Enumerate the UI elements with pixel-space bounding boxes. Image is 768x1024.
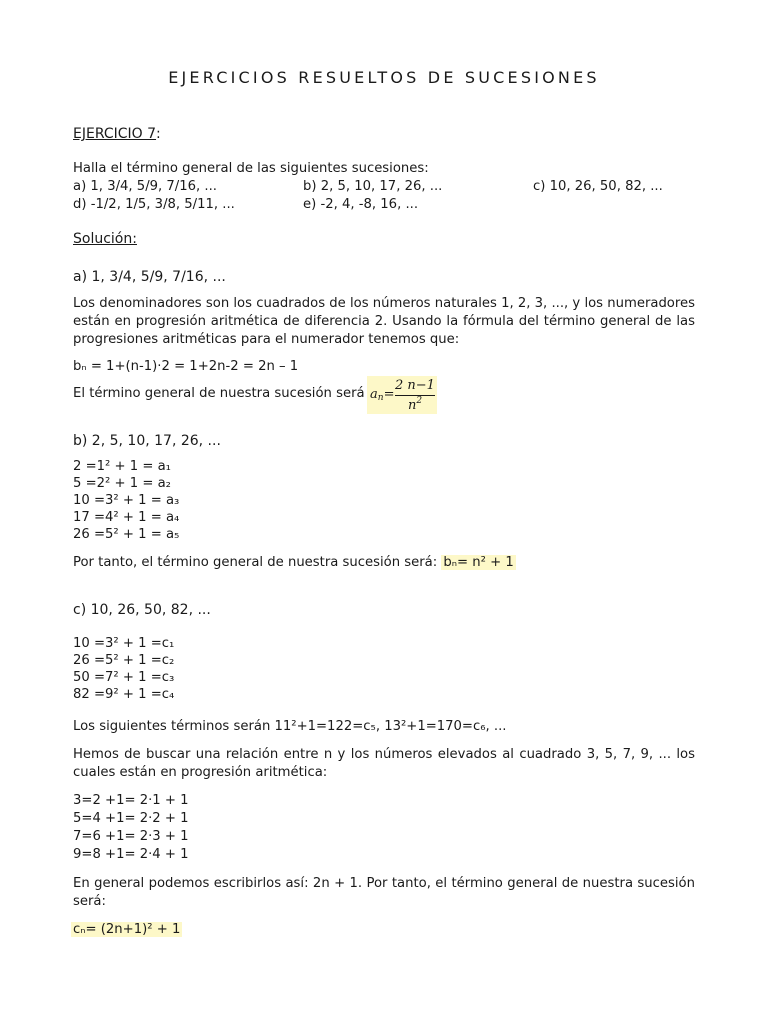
part-c-line: 82 =9² + 1 =c₄	[73, 687, 175, 702]
part-b-line: 2 =1² + 1 = a₁	[73, 459, 171, 474]
formula-equals: =	[383, 387, 395, 402]
part-a-para-line-2: están en progresión aritmética de diferencia 2. Usando la fórmula del término general de las	[73, 314, 695, 329]
formula-lhs-symbol: a	[370, 387, 378, 402]
formula-denominator	[394, 396, 436, 413]
part-a-answer-formula	[367, 376, 437, 414]
part-c-next-terms: Los siguientes términos serán 11²+1=122=c₅, 13²+1=170=c₆, ...	[73, 719, 507, 734]
part-b-line: 5 =2² + 1 = a₂	[73, 476, 171, 491]
part-b-heading: b) 2, 5, 10, 17, 26, ...	[73, 433, 221, 449]
page-title: EJERCICIOS RESUELTOS DE SUCESIONES	[168, 68, 600, 87]
part-c-line: 50 =7² + 1 =c₃	[73, 670, 175, 685]
solution-label: Solución:	[73, 231, 137, 247]
formula-lhs-subscript: n	[377, 393, 384, 403]
statement-row-2	[73, 196, 695, 214]
part-c-arith-line: 3=2 +1= 2·1 + 1	[73, 793, 189, 808]
part-c-arith-line: 5=4 +1= 2·2 + 1	[73, 811, 189, 826]
part-c-line: 26 =5² + 1 =c₂	[73, 653, 175, 668]
formula-denominator-base: n	[407, 398, 417, 413]
part-c-arith-line: 7=6 +1= 2·3 + 1	[73, 829, 189, 844]
part-c-line: 10 =3² + 1 =c₁	[73, 636, 175, 651]
part-c-heading: c) 10, 26, 50, 82, ...	[73, 602, 211, 618]
part-c-arith-line: 9=8 +1= 2·4 + 1	[73, 847, 189, 862]
part-a-formula-line: bₙ = 1+(n-1)·2 = 1+2n-2 = 2n – 1	[73, 359, 299, 374]
part-a-para-line-3: progresiones aritméticas para el numerador tenemos que:	[73, 332, 460, 347]
formula-lhs	[370, 387, 394, 403]
sequence-c: c) 10, 26, 50, 82, ...	[533, 179, 663, 194]
part-b-line: 26 =5² + 1 = a₅	[73, 527, 180, 542]
formula-denominator-exponent: 2	[416, 396, 423, 406]
statement-intro: Halla el término general de las siguientes sucesiones:	[73, 161, 429, 176]
part-b-conclusion: Por tanto, el término general de nuestra sucesión será:	[73, 555, 438, 570]
part-b-answer: bₙ= n² + 1	[443, 555, 514, 570]
part-c-para2-line-1: Hemos de buscar una relación entre n y los números elevados al cuadrado 3, 5, 7, 9, ... los	[73, 747, 695, 762]
part-a-heading: a) 1, 3/4, 5/9, 7/16, ...	[73, 269, 226, 285]
exercise-label-line	[73, 125, 695, 143]
statement-row-1	[73, 178, 695, 196]
part-c-answer-line	[73, 921, 695, 939]
part-a-para-line-1: Los denominadores son los cuadrados de los números naturales 1, 2, 3, ..., y los numeradores	[73, 296, 695, 311]
sequence-d: d) -1/2, 1/5, 3/8, 5/11, ...	[73, 197, 235, 212]
part-c-answer: cₙ= (2n+1)² + 1	[73, 922, 181, 937]
sequence-a: a) 1, 3/4, 5/9, 7/16, ...	[73, 179, 217, 194]
part-a-conclusion: El término general de nuestra sucesión será	[73, 386, 365, 401]
part-b-line: 17 =4² + 1 = a₄	[73, 510, 180, 525]
part-c-para3-line-2: será:	[73, 894, 106, 909]
part-b-conclusion-line	[73, 554, 695, 572]
exercise-colon: :	[156, 126, 161, 142]
sequence-e: e) -2, 4, -8, 16, ...	[303, 197, 419, 212]
formula-numerator: 2 n−1	[395, 378, 435, 393]
part-c-para3-line-1: En general podemos escribirlos así: 2n + 1. Por tanto, el término general de nuestra sucesión	[73, 876, 695, 891]
exercise-label: EJERCICIO 7	[73, 126, 157, 142]
part-c-para2-line-2: cuales están en progresión aritmética:	[73, 765, 328, 780]
part-b-line: 10 =3² + 1 = a₃	[73, 493, 180, 508]
sequence-b: b) 2, 5, 10, 17, 26, ...	[303, 179, 443, 194]
